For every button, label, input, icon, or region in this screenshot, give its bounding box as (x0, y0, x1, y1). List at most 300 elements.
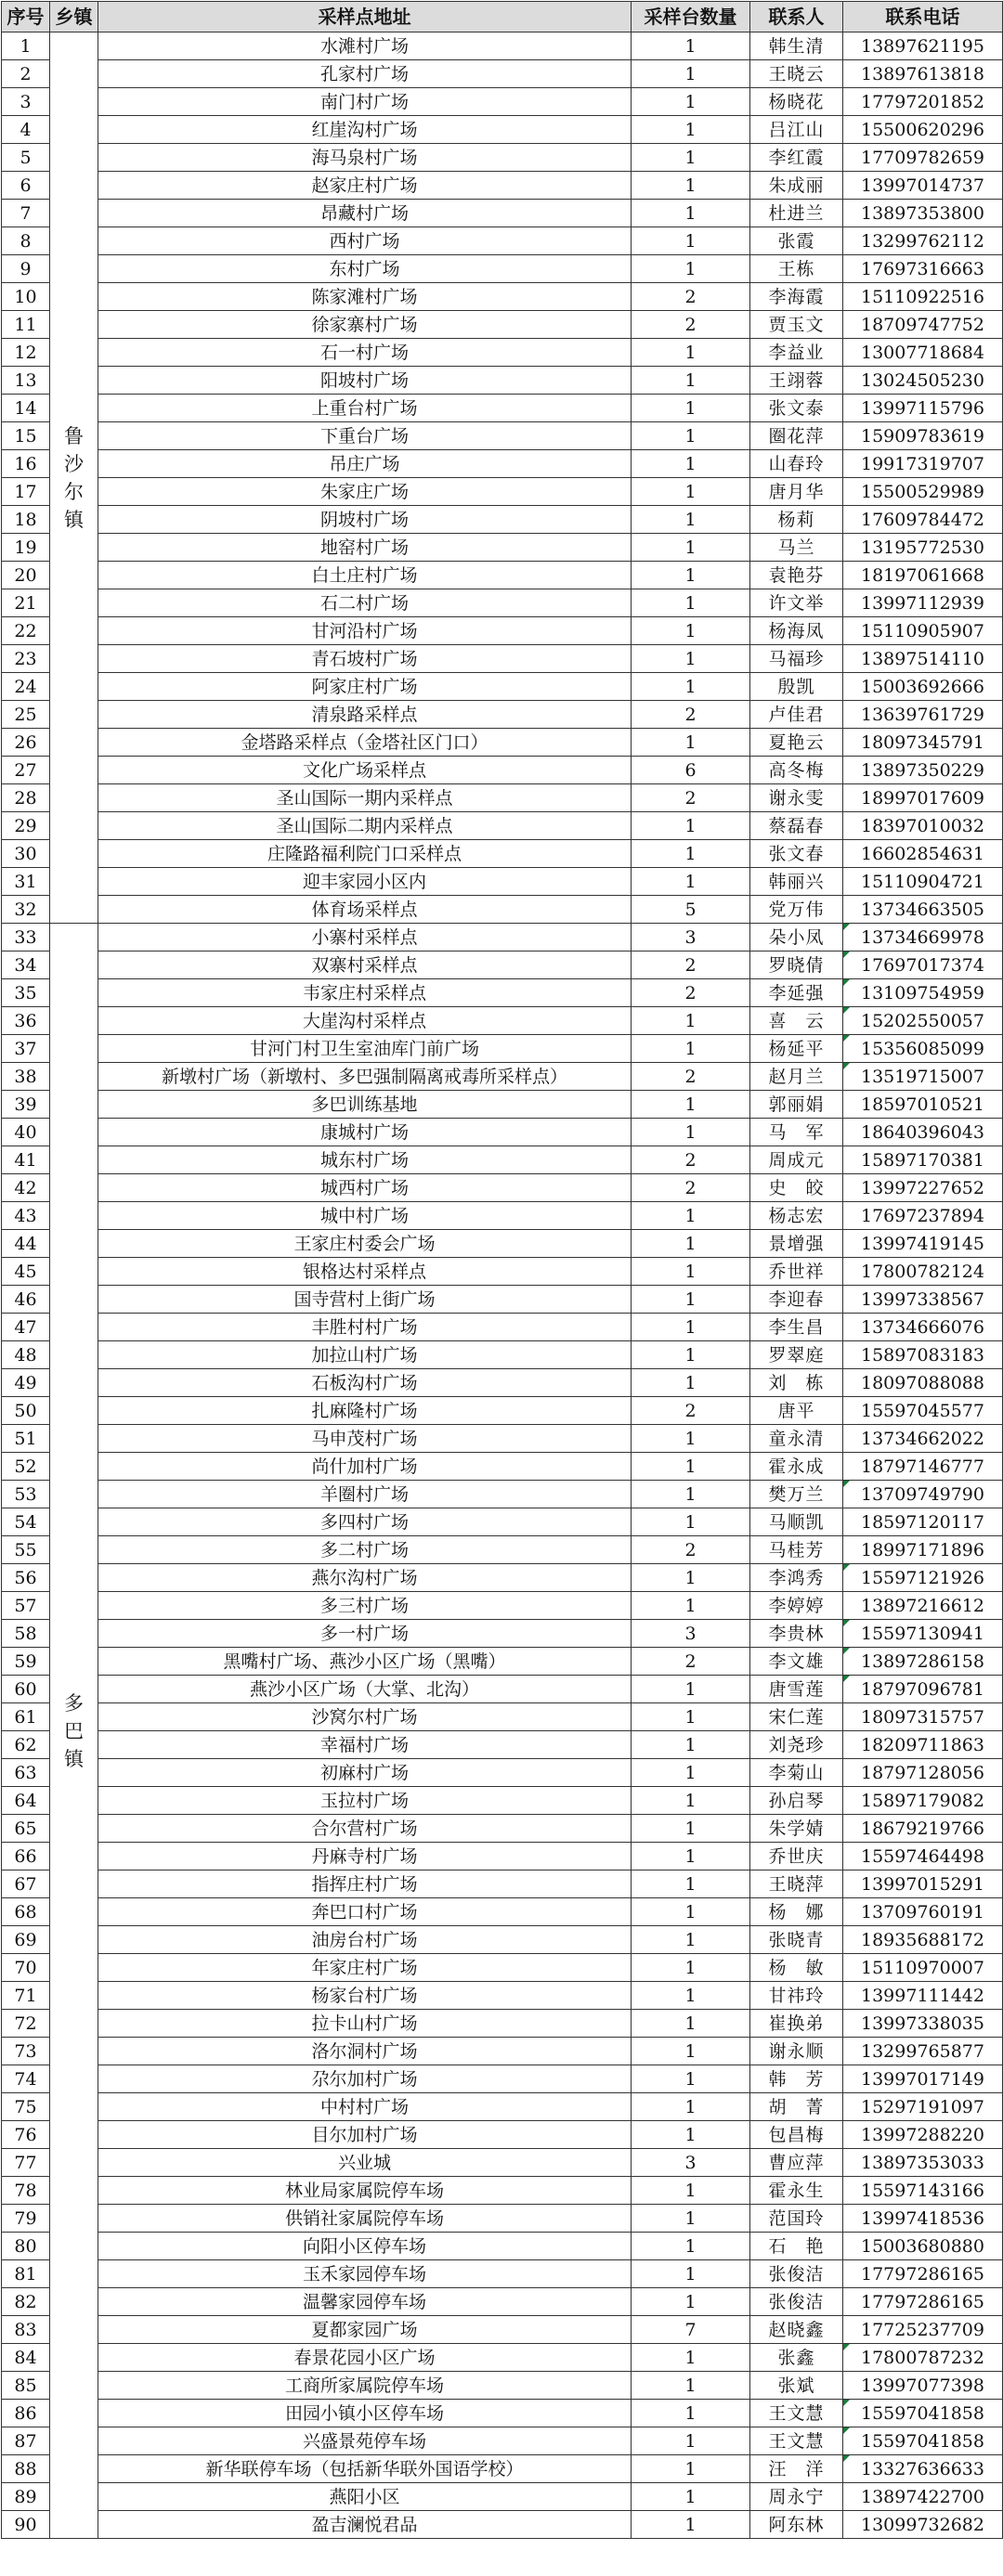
row-number: 38 (2, 1063, 50, 1091)
sampling-address: 丰胜村村广场 (98, 1314, 632, 1341)
contact-person: 杨 娜 (750, 1898, 843, 1926)
row-number: 36 (2, 1007, 50, 1035)
row-number: 84 (2, 2344, 50, 2372)
row-number: 87 (2, 2427, 50, 2455)
table-row (2, 701, 1003, 729)
table-row (2, 1592, 1003, 1620)
contact-person: 赵晓鑫 (750, 2316, 843, 2344)
contact-person: 李婷婷 (750, 1592, 843, 1620)
sampling-count: 1 (632, 32, 750, 60)
row-number: 74 (2, 2065, 50, 2093)
contact-phone: 18797146777 (843, 1453, 1003, 1481)
table-row (2, 1202, 1003, 1230)
sampling-address: 多四村广场 (98, 1508, 632, 1536)
sampling-address: 中村村广场 (98, 2093, 632, 2121)
row-number: 13 (2, 367, 50, 395)
row-number: 1 (2, 32, 50, 60)
sampling-count: 1 (632, 2372, 750, 2400)
row-number: 22 (2, 617, 50, 645)
table-row (2, 88, 1003, 116)
contact-person: 张文泰 (750, 395, 843, 422)
sampling-address: 玉拉村广场 (98, 1787, 632, 1815)
contact-phone: 13997419145 (843, 1230, 1003, 1258)
sampling-address: 工商所家属院停车场 (98, 2372, 632, 2400)
sampling-count: 1 (632, 1676, 750, 1703)
table-row (2, 2288, 1003, 2316)
sampling-count: 1 (632, 1759, 750, 1787)
contact-phone: 13709760191 (843, 1898, 1003, 1926)
row-number: 72 (2, 2010, 50, 2038)
sampling-address: 朱家庄广场 (98, 478, 632, 506)
row-number: 76 (2, 2121, 50, 2149)
sampling-address: 甘河沿村广场 (98, 617, 632, 645)
contact-person: 景增强 (750, 1230, 843, 1258)
contact-phone: 13997338567 (843, 1286, 1003, 1314)
table-row (2, 60, 1003, 88)
row-number: 23 (2, 645, 50, 673)
row-number: 40 (2, 1119, 50, 1146)
row-number: 44 (2, 1230, 50, 1258)
sampling-count: 2 (632, 1397, 750, 1425)
sampling-count: 1 (632, 422, 750, 450)
contact-person: 张俊洁 (750, 2288, 843, 2316)
table-row (2, 534, 1003, 562)
contact-phone: 15597130941 (843, 1620, 1003, 1648)
contact-person: 卢佳君 (750, 701, 843, 729)
sampling-address: 夏都家园广场 (98, 2316, 632, 2344)
row-number: 11 (2, 311, 50, 339)
contact-person: 霍永生 (750, 2177, 843, 2205)
contact-phone: 15202550057 (843, 1007, 1003, 1035)
contact-person: 史 皎 (750, 1174, 843, 1202)
table-row (2, 395, 1003, 422)
contact-person: 杜进兰 (750, 200, 843, 227)
table-row (2, 1508, 1003, 1536)
contact-phone: 13024505230 (843, 367, 1003, 395)
contact-phone: 13997015291 (843, 1871, 1003, 1898)
contact-person: 甘祎玲 (750, 1982, 843, 2010)
sampling-count: 2 (632, 1536, 750, 1564)
table-row (2, 450, 1003, 478)
sampling-address: 燕沙小区广场（大掌、北沟） (98, 1676, 632, 1703)
row-number: 18 (2, 506, 50, 534)
row-number: 41 (2, 1146, 50, 1174)
sampling-address: 石一村广场 (98, 339, 632, 367)
contact-person: 乔世祥 (750, 1258, 843, 1286)
contact-person: 朱成丽 (750, 172, 843, 200)
contact-person: 宋仁莲 (750, 1703, 843, 1731)
sampling-count: 1 (632, 729, 750, 757)
sampling-address: 奔巴口村广场 (98, 1898, 632, 1926)
sampling-count: 1 (632, 2233, 750, 2260)
contact-person: 阿东林 (750, 2511, 843, 2539)
table-row (2, 896, 1003, 924)
sampling-count: 1 (632, 2093, 750, 2121)
contact-person: 杨延平 (750, 1035, 843, 1063)
row-number: 62 (2, 1731, 50, 1759)
contact-person: 张文春 (750, 840, 843, 868)
sampling-count: 1 (632, 562, 750, 589)
table-row (2, 1898, 1003, 1926)
sampling-address: 洛尔洞村广场 (98, 2038, 632, 2065)
contact-person: 李海霞 (750, 283, 843, 311)
contact-person: 李迎春 (750, 1286, 843, 1314)
sampling-count: 1 (632, 2205, 750, 2233)
contact-person: 吕江山 (750, 116, 843, 144)
sampling-count: 3 (632, 1620, 750, 1648)
row-number: 24 (2, 673, 50, 701)
contact-phone: 13997077398 (843, 2372, 1003, 2400)
sampling-address: 迎丰家园小区内 (98, 868, 632, 896)
header-town: 乡镇 (50, 2, 98, 32)
contact-phone: 13997014737 (843, 172, 1003, 200)
sampling-count: 1 (632, 840, 750, 868)
table-row (2, 1369, 1003, 1397)
sampling-count: 1 (632, 367, 750, 395)
sampling-address: 孔家村广场 (98, 60, 632, 88)
contact-phone: 13519715007 (843, 1063, 1003, 1091)
sampling-count: 3 (632, 2149, 750, 2177)
row-number: 67 (2, 1871, 50, 1898)
sampling-count: 1 (632, 1314, 750, 1341)
table-row (2, 784, 1003, 812)
sampling-count: 1 (632, 1954, 750, 1982)
sampling-count: 1 (632, 2010, 750, 2038)
table-row (2, 1926, 1003, 1954)
sampling-address: 阳坡村广场 (98, 367, 632, 395)
table-row (2, 1620, 1003, 1648)
town-cell (50, 924, 98, 2539)
contact-phone: 15110905907 (843, 617, 1003, 645)
sampling-address: 尚什加村广场 (98, 1453, 632, 1481)
sampling-address: 石二村广场 (98, 589, 632, 617)
sampling-address: 白土庄村广场 (98, 562, 632, 589)
table-row (2, 1091, 1003, 1119)
table-row (2, 311, 1003, 339)
sampling-address: 城东村广场 (98, 1146, 632, 1174)
contact-phone: 13734669978 (843, 924, 1003, 951)
sampling-count: 1 (632, 617, 750, 645)
sampling-count: 1 (632, 1508, 750, 1536)
contact-phone: 15597041858 (843, 2427, 1003, 2455)
contact-phone: 13897353033 (843, 2149, 1003, 2177)
contact-person: 李益业 (750, 339, 843, 367)
sampling-address: 林业局家属院停车场 (98, 2177, 632, 2205)
contact-person: 谢永顺 (750, 2038, 843, 2065)
row-number: 63 (2, 1759, 50, 1787)
contact-phone: 13897350229 (843, 757, 1003, 784)
sampling-count: 1 (632, 2455, 750, 2483)
sampling-count: 1 (632, 1787, 750, 1815)
table-row (2, 924, 1003, 951)
contact-phone: 15356085099 (843, 1035, 1003, 1063)
contact-phone: 17797286165 (843, 2288, 1003, 2316)
sampling-count: 1 (632, 1425, 750, 1453)
table-row (2, 1564, 1003, 1592)
sampling-count: 1 (632, 1202, 750, 1230)
sampling-count: 1 (632, 172, 750, 200)
table-row (2, 2316, 1003, 2344)
sampling-address: 加拉山村广场 (98, 1341, 632, 1369)
contact-phone: 15897170381 (843, 1146, 1003, 1174)
sampling-address: 圣山国际二期内采样点 (98, 812, 632, 840)
contact-phone: 17697237894 (843, 1202, 1003, 1230)
contact-person: 杨 敏 (750, 1954, 843, 1982)
contact-phone: 17797286165 (843, 2260, 1003, 2288)
row-number: 29 (2, 812, 50, 840)
table-row (2, 1146, 1003, 1174)
row-number: 80 (2, 2233, 50, 2260)
sampling-count: 1 (632, 1703, 750, 1731)
sampling-address: 黑嘴村广场、燕沙小区广场（黑嘴） (98, 1648, 632, 1676)
contact-phone: 15110904721 (843, 868, 1003, 896)
table-row (2, 2511, 1003, 2539)
contact-person: 马福珍 (750, 645, 843, 673)
row-number: 64 (2, 1787, 50, 1815)
contact-phone: 15597045577 (843, 1397, 1003, 1425)
sampling-count: 1 (632, 200, 750, 227)
contact-person: 李生昌 (750, 1314, 843, 1341)
sampling-count: 1 (632, 868, 750, 896)
contact-person: 张鑫 (750, 2344, 843, 2372)
contact-phone: 15297191097 (843, 2093, 1003, 2121)
contact-phone: 13997418536 (843, 2205, 1003, 2233)
row-number: 58 (2, 1620, 50, 1648)
sampling-address: 多一村广场 (98, 1620, 632, 1648)
sampling-address: 文化广场采样点 (98, 757, 632, 784)
table-row (2, 2065, 1003, 2093)
row-number: 61 (2, 1703, 50, 1731)
row-number: 45 (2, 1258, 50, 1286)
contact-phone: 18597120117 (843, 1508, 1003, 1536)
sampling-count: 1 (632, 2483, 750, 2511)
contact-person: 韩丽兴 (750, 868, 843, 896)
contact-person: 李文雄 (750, 1648, 843, 1676)
contact-person: 崔换弟 (750, 2010, 843, 2038)
sampling-address: 羊圈村广场 (98, 1481, 632, 1508)
row-number: 51 (2, 1425, 50, 1453)
row-number: 78 (2, 2177, 50, 2205)
table-row (2, 506, 1003, 534)
row-number: 10 (2, 283, 50, 311)
row-number: 56 (2, 1564, 50, 1592)
sampling-address: 石板沟村广场 (98, 1369, 632, 1397)
contact-person: 蔡磊春 (750, 812, 843, 840)
contact-phone: 13734666076 (843, 1314, 1003, 1341)
sampling-count: 1 (632, 506, 750, 534)
contact-person: 张俊洁 (750, 2260, 843, 2288)
contact-phone: 13897353800 (843, 200, 1003, 227)
sampling-count: 1 (632, 2288, 750, 2316)
sampling-count: 2 (632, 1063, 750, 1091)
sampling-address: 扎麻隆村广场 (98, 1397, 632, 1425)
sampling-address: 红崖沟村广场 (98, 116, 632, 144)
table-row (2, 1341, 1003, 1369)
contact-phone: 18097345791 (843, 729, 1003, 757)
contact-person: 李菊山 (750, 1759, 843, 1787)
contact-phone: 18097315757 (843, 1703, 1003, 1731)
contact-phone: 18709747752 (843, 311, 1003, 339)
sampling-address: 昂藏村广场 (98, 200, 632, 227)
table-row (2, 1425, 1003, 1453)
contact-phone: 13327636633 (843, 2455, 1003, 2483)
contact-person: 高冬梅 (750, 757, 843, 784)
sampling-address: 目尔加村广场 (98, 2121, 632, 2149)
sampling-count: 1 (632, 2344, 750, 2372)
table-row (2, 1787, 1003, 1815)
contact-person: 谢永雯 (750, 784, 843, 812)
sampling-count: 1 (632, 1843, 750, 1871)
contact-person: 唐雪莲 (750, 1676, 843, 1703)
contact-person: 山春玲 (750, 450, 843, 478)
sampling-address: 马申茂村广场 (98, 1425, 632, 1453)
table-row (2, 1759, 1003, 1787)
contact-person: 马 军 (750, 1119, 843, 1146)
sampling-address: 阿家庄村广场 (98, 673, 632, 701)
header-row (2, 2, 1003, 32)
row-number: 12 (2, 339, 50, 367)
contact-person: 张斌 (750, 2372, 843, 2400)
row-number: 7 (2, 200, 50, 227)
sampling-count: 1 (632, 255, 750, 283)
sampling-address: 玉禾家园停车场 (98, 2260, 632, 2288)
contact-phone: 17800787232 (843, 2344, 1003, 2372)
table-row (2, 422, 1003, 450)
row-number: 35 (2, 979, 50, 1007)
row-number: 77 (2, 2149, 50, 2177)
sampling-address: 地窑村广场 (98, 534, 632, 562)
table-row (2, 1843, 1003, 1871)
contact-phone: 17725237709 (843, 2316, 1003, 2344)
contact-person: 许文举 (750, 589, 843, 617)
contact-person: 王晓萍 (750, 1871, 843, 1898)
sampling-count: 2 (632, 701, 750, 729)
table-row (2, 32, 1003, 60)
sampling-count: 7 (632, 2316, 750, 2344)
sampling-address: 南门村广场 (98, 88, 632, 116)
sampling-address: 兴业城 (98, 2149, 632, 2177)
contact-person: 汪 洋 (750, 2455, 843, 2483)
table-row (2, 1648, 1003, 1676)
table-row (2, 200, 1003, 227)
sampling-address: 杨家台村广场 (98, 1982, 632, 2010)
sampling-count: 5 (632, 896, 750, 924)
sampling-count: 1 (632, 1258, 750, 1286)
row-number: 37 (2, 1035, 50, 1063)
table-row (2, 172, 1003, 200)
table-row (2, 1703, 1003, 1731)
row-number: 54 (2, 1508, 50, 1536)
table-row (2, 1063, 1003, 1091)
contact-phone: 13734662022 (843, 1425, 1003, 1453)
row-number: 79 (2, 2205, 50, 2233)
contact-phone: 17609784472 (843, 506, 1003, 534)
contact-phone: 13897216612 (843, 1592, 1003, 1620)
contact-person: 胡 菁 (750, 2093, 843, 2121)
contact-phone: 13109754959 (843, 979, 1003, 1007)
contact-person: 唐平 (750, 1397, 843, 1425)
sampling-count: 1 (632, 645, 750, 673)
table-row (2, 1481, 1003, 1508)
contact-person: 杨晓花 (750, 88, 843, 116)
contact-person: 童永清 (750, 1425, 843, 1453)
sampling-address: 丹麻寺村广场 (98, 1843, 632, 1871)
row-number: 8 (2, 227, 50, 255)
contact-person: 杨志宏 (750, 1202, 843, 1230)
contact-phone: 17697316663 (843, 255, 1003, 283)
contact-phone: 15500620296 (843, 116, 1003, 144)
table-row (2, 144, 1003, 172)
contact-person: 李红霞 (750, 144, 843, 172)
sampling-address: 金塔路采样点（金塔社区门口） (98, 729, 632, 757)
sampling-count: 1 (632, 673, 750, 701)
contact-person: 周成元 (750, 1146, 843, 1174)
contact-person: 张霞 (750, 227, 843, 255)
sampling-count: 1 (632, 1035, 750, 1063)
header-no: 序号 (2, 2, 50, 32)
contact-phone: 13997017149 (843, 2065, 1003, 2093)
row-number: 46 (2, 1286, 50, 1314)
row-number: 50 (2, 1397, 50, 1425)
row-number: 26 (2, 729, 50, 757)
row-number: 60 (2, 1676, 50, 1703)
table-row (2, 478, 1003, 506)
sampling-count: 1 (632, 2427, 750, 2455)
row-number: 19 (2, 534, 50, 562)
table-row (2, 1871, 1003, 1898)
sampling-count: 2 (632, 1146, 750, 1174)
contact-person: 马兰 (750, 534, 843, 562)
sampling-count: 3 (632, 924, 750, 951)
sampling-count: 1 (632, 1731, 750, 1759)
row-number: 9 (2, 255, 50, 283)
sampling-count: 2 (632, 784, 750, 812)
contact-person: 曹应萍 (750, 2149, 843, 2177)
table-row (2, 227, 1003, 255)
row-number: 57 (2, 1592, 50, 1620)
sampling-count: 1 (632, 1871, 750, 1898)
contact-phone: 15110970007 (843, 1954, 1003, 1982)
contact-person: 乔世庆 (750, 1843, 843, 1871)
row-number: 53 (2, 1481, 50, 1508)
sampling-points-table (1, 1, 1003, 2539)
sampling-address: 下重台广场 (98, 422, 632, 450)
table-row (2, 729, 1003, 757)
sampling-address: 青石坡村广场 (98, 645, 632, 673)
row-number: 15 (2, 422, 50, 450)
sampling-address: 新华联停车场（包括新华联外国语学校） (98, 2455, 632, 2483)
contact-person: 郭丽娟 (750, 1091, 843, 1119)
sampling-count: 6 (632, 757, 750, 784)
table-row (2, 1258, 1003, 1286)
sampling-address: 盈吉澜悦君品 (98, 2511, 632, 2539)
contact-phone: 18997171896 (843, 1536, 1003, 1564)
contact-phone: 19917319707 (843, 450, 1003, 478)
table-row (2, 2372, 1003, 2400)
sampling-count: 2 (632, 1174, 750, 1202)
row-number: 83 (2, 2316, 50, 2344)
sampling-count: 1 (632, 2400, 750, 2427)
contact-person: 周永宁 (750, 2483, 843, 2511)
contact-phone: 15110922516 (843, 283, 1003, 311)
sampling-count: 1 (632, 1286, 750, 1314)
sampling-address: 幸福村广场 (98, 1731, 632, 1759)
contact-person: 罗翠庭 (750, 1341, 843, 1369)
sampling-count: 2 (632, 951, 750, 979)
contact-phone: 13897286158 (843, 1648, 1003, 1676)
table-row (2, 2400, 1003, 2427)
header-phone: 联系电话 (843, 2, 1003, 32)
